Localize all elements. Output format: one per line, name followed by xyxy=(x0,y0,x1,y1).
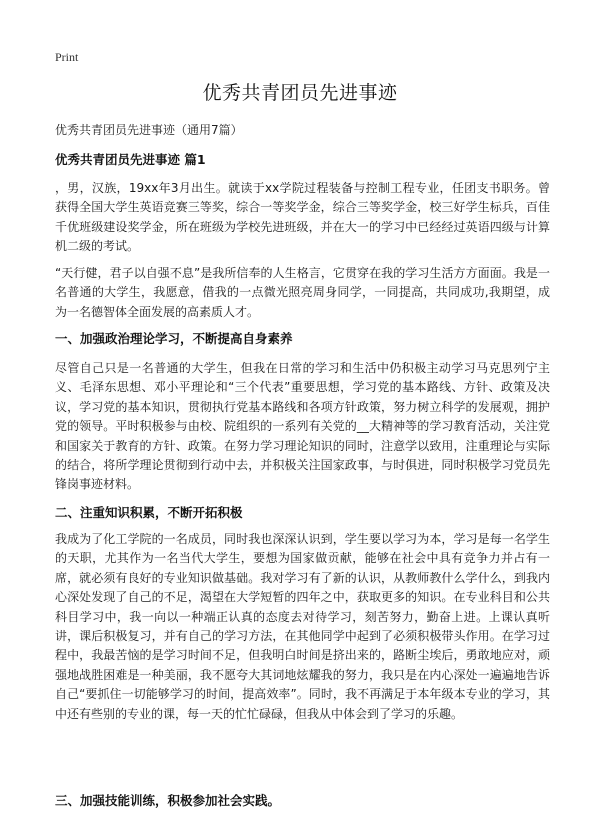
section-heading-2: 二、注重知识积累，不断开拓积极 xyxy=(55,505,243,520)
paragraph-political-study: 尽管自己只是一名普通的大学生，但我在日常的学习和生活中仍积极主动学习马克思列宁主义、毛泽东思想、邓小平理论和“三个代表”重要思想，学习党的基本路线、方针、政策及决议，学习党的基本知识，贯彻执行党基本路线和各项方针政策，努力树立科学的发展观，拥护党的领导。平时积极参与由校、院组织的一系列有关党的__大精神等的学习教育活动，关注党和国家关于教育的方针、政策。在努力学习理论知识的同时，注意学以致用，注重理论与实际的结合，将所学理论贯彻到行动中去，并积极关注国家政事，与时俱进，同时积极学习党员先锋岗事迹材料。 xyxy=(55,361,550,492)
paragraph-motto: “天行健，君子以自强不息”是我所信奉的人生格言，它贯穿在我的学习生活方方面面。我是一名普通的大学生，我愿意，借我的一点微光照亮周身同学，一同提高，共同成功,我期望，成为一名德智体全面发展的高素质人才。 xyxy=(55,266,550,319)
print-link[interactable]: Print xyxy=(55,50,79,64)
paragraph-intro: ，男，汉族，19xx年3月出生。就读于xx学院过程装备与控制工程专业，任团支书职务。曾获得全国大学生英语竞赛三等奖，综合一等奖学金，综合三等奖学金，校三好学生标兵，百佳千优班级建设奖学金，所在班级为学校先进班级，并在大一的学习中已经经过英语四级与计算机二级的考试。 xyxy=(55,181,550,254)
section-heading-3: 三、加强技能训练，积极参加社会实践。 xyxy=(55,793,281,808)
chapter-heading: 优秀共青团员先进事迹 篇1 xyxy=(55,152,206,167)
document-subtitle: 优秀共青团员先进事迹（通用7篇） xyxy=(55,123,243,137)
section-heading-1: 一、加强政治理论学习，不断提高自身素养 xyxy=(55,331,293,346)
paragraph-knowledge: 我成为了化工学院的一名成员，同时我也深深认识到，学生要以学习为本，学习是每一名学生的天职，尤其作为一名当代大学生，要想为国家做贡献，能够在社会中具有竞争力并占有一席，就必须有良好的专业知识做基础。我对学习有了新的认识，从教师教什么学什么，到我内心深处发现了自己的不足，渴望在大学短暂的四年之中，获取更多的知识。在专业科目和公共科目学习中，我一向以一种端正认真的态度去对待学习，刻苦努力，勤奋上进。上课认真听讲，课后积极复习，并有自己的学习方法，在其他同学中起到了必须积极带头作用。在学习过程中，我最苦恼的是学习时间不足，但我明白时间是挤出来的，路断尘埃后，勇敢地应对，顽强地战胜困难是一种美丽，我不愿夸大其词地炫耀我的努力，我只是在内心深处一遍遍地告诉自己“要抓住一切能够学习的时间，提高效率”。同时，我不再满足于本年级本专业的学习，其中还有些别的专业的课，每一天的忙忙碌碌，但我从中体会到了学习的乐趣。 xyxy=(55,532,550,721)
document-title: 优秀共青团员先进事迹 xyxy=(202,82,398,104)
